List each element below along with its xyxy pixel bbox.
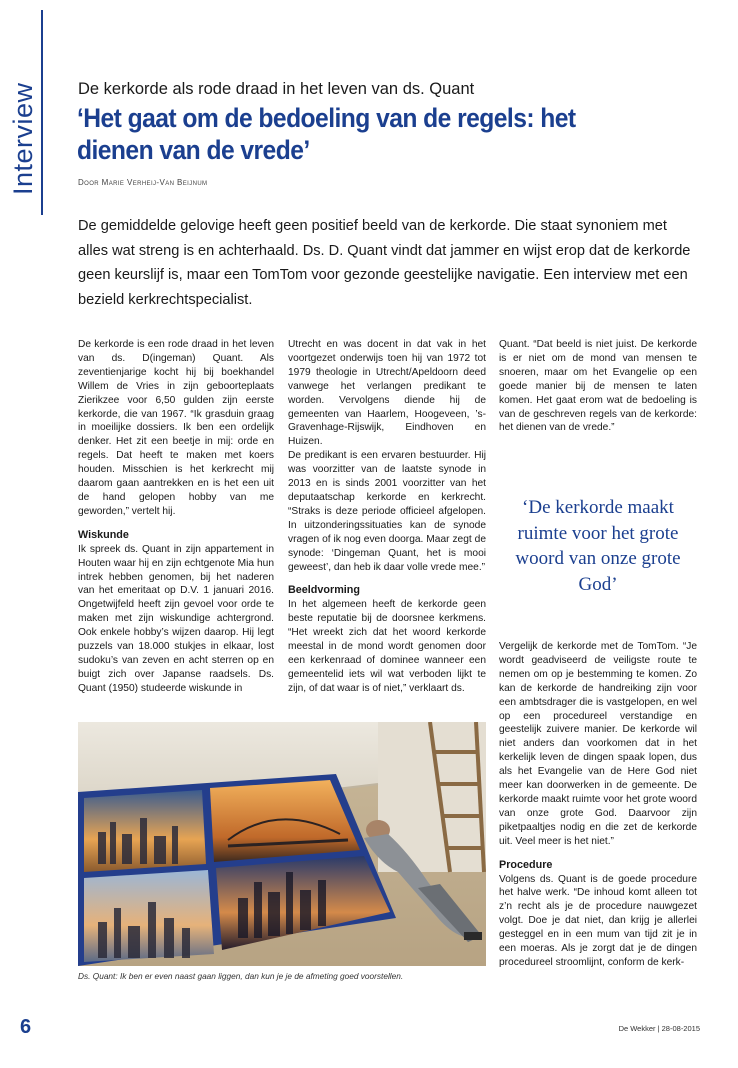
body-paragraph: Vergelijk de kerkorde met de TomTom. “Je wordt geadviseerd de veiligste route te nemen om op je bestemming te komen. Zo kan de kerkorde de handreiking zijn voor een ambtsdrager die is vastgelopen, en wel op een procedureel verstandige en geestelijk zuivere manier. De kerkorde wil niet anders dan voorkomen dat in het kerkelijk leven de dingen spaak lopen, dus als het Evangelie van de Here God niet meer kan doorwerken in de gemeente. De kerkorde maakt ruimte voor het grote woord van onze grote God. Daarvoor zijn piketpaaltjes nodig en die zet de kerkorde uit. Veel meer is het niet.” <box>499 641 697 847</box>
column-2 <box>288 338 486 696</box>
article-photo <box>78 722 486 966</box>
body-paragraph: Volgens ds. Quant is de goede procedure het halve werk. “De inhoud komt alleen tot z’n recht als je de procedure nauwgezet volgt. Doe je dat niet, dan krijg je allerlei gesteggel en in een mum van tijd zit je in een moeras. Als je zorgt dat je de dingen procedureel stroomlijnt, conform de kerk- <box>499 873 697 968</box>
body-paragraph: De kerkorde is een rode draad in het leven van ds. D(ingeman) Quant. Als zeventienjarige kocht hij bij boekhandel Willem de Vries in zijn geboorteplaats Zierikzee voor 6,50 gulden zijn eerste kerkorde, die van 1967. “Ik grasduin graag in moeilijke dossiers. Ik ben een ordelijk denker. Het zit een beetje in mij: orde en regels. Dat heeft te maken met koers houden. Misschien is het kerkrecht mij daarom gaan aantrekken en is het een uit de hand gelopen hobby van me geworden,” vertelt hij. <box>78 339 274 517</box>
section-rule <box>41 10 43 215</box>
column-3 <box>499 338 697 435</box>
intro-paragraph: De gemiddelde gelovige heeft geen positief beeld van de kerkorde. Die staat synoniem met alles wat streng is en achterhaald. Ds. D. Quant vindt dat jammer en wijst erop dat de kerkorde geen keurslijf is, maar een TomTom voor gezonde geestelijke navigatie. Een interview met een bezield kerkrechtspecialist. <box>78 218 691 308</box>
byline: Door Marie Verheij-Van Beijnum <box>78 178 208 187</box>
page-number: 6 <box>20 1016 32 1038</box>
body-paragraph: De predikant is een ervaren bestuurder. Hij was voorzitter van de laatste synode in 2013 en is sinds 2001 voorzitter van het deputaatschap kerkorde en kerkrecht. “Straks is deze periode officieel afgelopen. In uitzonderingssituaties kan de synode vragen of ik nog even doorga. Maar zegt de synode: ‘Dingeman Quant, het is mooi geweest’, dan heb ik daar volle vrede mee.” <box>288 450 486 573</box>
body-paragraph: Quant. “Dat beeld is niet juist. De kerkorde is er niet om de mond van mensen te snoeren, maar om het Evangelie op een goede manier bij de mensen te laten komen. Het gaat erom wat de bedoeling is van de geschreven regels van de kerkorde: het dienen van de vrede.” <box>499 339 697 434</box>
body-paragraph: Utrecht en was docent in dat vak in het voortgezet onderwijs toen hij van 1972 tot 1979 theologie in Utrecht/Apeldoorn deed vanwege het verlangen predikant te worden. Vervolgens diende hij de gemeenten van Haarlem, Hoogeveen, ’s-Gravenhage-Rijswijk, Eindhoven en Huizen. <box>288 339 486 448</box>
column-1 <box>78 338 274 696</box>
subheading: Wiskunde <box>78 528 129 541</box>
kicker: De kerkorde als rode draad in het leven van ds. Quant <box>78 80 475 98</box>
section-label: Interview <box>8 82 38 195</box>
photo-caption: Ds. Quant: Ik ben er even naast gaan liggen, dan kun je je de afmeting goed voorstellen. <box>78 971 404 981</box>
body-paragraph: Ik spreek ds. Quant in zijn appartement in Houten waar hij en zijn echtgenote Mia hun intrek hebben genomen, bij het naderen van het emeritaat op D.V. 1 januari 2016. Ongetwijfeld heeft zijn gevoel voor orde te maken met zijn wiskundige achtergrond. Ook enkele hobby’s wijzen daarop. Hij legt puzzels van 18.000 stukjes in elkaar, lost sudoku’s van zeven en acht sterren op en buigt zich over Japanse raadsels. Ds. Quant (1950) studeerde wiskunde in <box>78 543 274 694</box>
headline: ‘Het gaat om de bedoeling van de regels: het dienen van de vrede’ <box>77 103 576 165</box>
footer-issue: De Wekker | 28-08-2015 <box>618 1024 700 1033</box>
photo-illustration <box>78 722 486 966</box>
pull-quote: ‘De kerkorde maakt ruimte voor het grote woord van onze grote God’ <box>515 497 681 595</box>
subheading: Beeldvorming <box>288 584 360 597</box>
column-3-continued <box>499 640 697 970</box>
subheading: Procedure <box>499 858 553 871</box>
body-paragraph: In het algemeen heeft de kerkorde geen beste reputatie bij de doorsnee kerkmens. “Het wreekt zich dat het woord kerkorde meestal in de mond wordt genomen door een kerkenraad of dominee wanneer een gemeentelid iets wil wat verboden lijkt te zijn, of dat waar is of niet,” verklaart ds. <box>288 599 486 694</box>
